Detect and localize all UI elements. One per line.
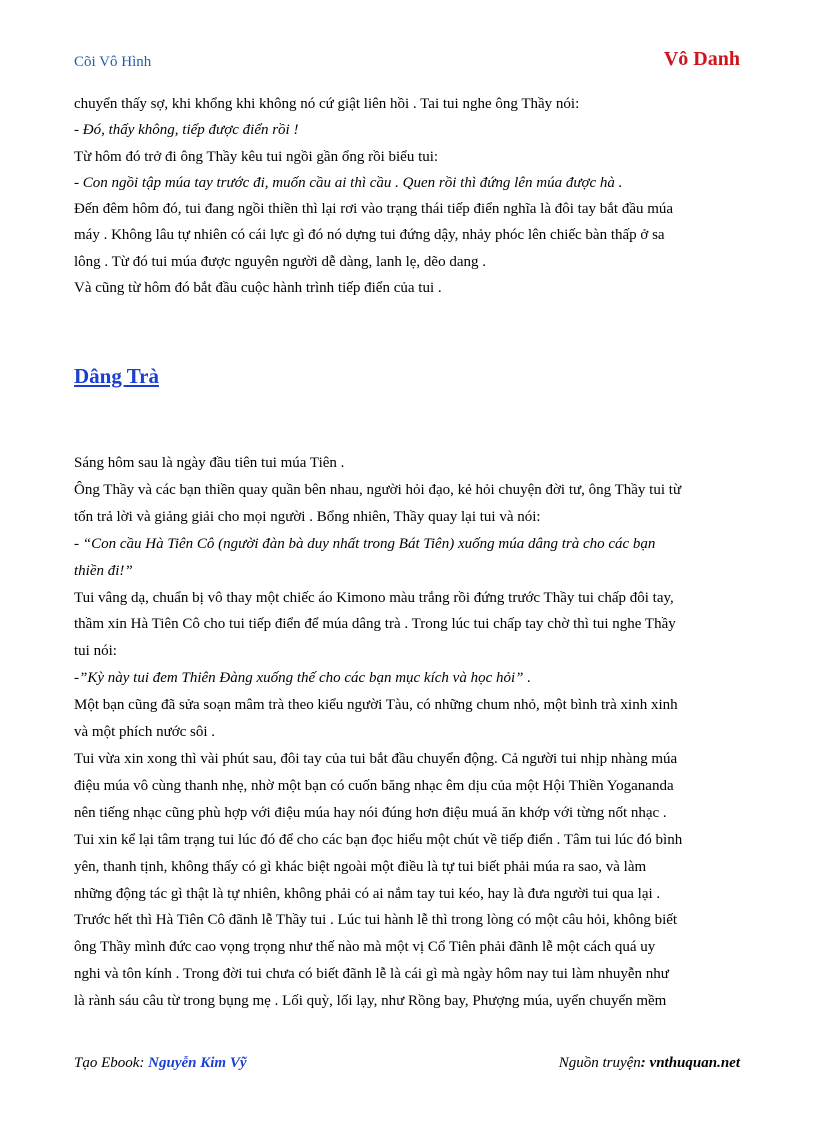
text-line: máy . Không lâu tự nhiên có cái lực gì đó nó dựng tui đứng dậy, nhảy phóc lên chiếc bàn thấp ở sa [74,227,665,244]
text-line: và một phích nước sôi . [74,724,216,741]
text-line: Trước hết thì Hà Tiên Cô đãnh lễ Thầy tui . Lúc tui hành lễ thì trong lòng có một câu hỏi, không biết [74,912,678,929]
text-line: những động tác gì thật là tự nhiên, không phải có ai nắm tay tui kéo, hay là đưa người tui qua lại . [74,885,661,902]
text-line: nên tiếng nhạc cũng phù hợp với điệu múa hay nói đúng hơn điệu muá ăn khớp với từng nốt nhạc . [74,804,667,821]
source-credit: Nguồn truyện: vnthuquan.net [558,1055,740,1071]
source-label: Nguồn truyện [558,1055,641,1071]
text-line: thiền đi!” [74,562,133,579]
text-line: ông Thầy mình đức cao vọng trọng như thế nào mà một vị Cổ Tiên phải đãnh lễ một cách quá uy [74,939,656,956]
text-line: là rành sáu câu từ trong bụng mẹ . Lối quỳ, lối lạy, như Rồng bay, Phượng múa, uyển chuyển mềm [74,993,667,1010]
text-line: - “Con cầu Hà Tiên Cô (người đàn bà duy nhất trong Bát Tiên) xuống múa dâng trà cho các bạn [74,535,656,552]
text-line: Đến đêm hôm đó, tui đang ngồi thiền thì lại rơi vào trạng thái tiếp điển nghĩa là đôi tay bắt đầu múa [74,201,674,218]
text-line: nghi và tôn kính . Trong đời tui chưa có biết đãnh lễ là cái gì mà ngày hôm nay tui làm nhuyễn như [74,966,669,983]
section-title-link[interactable]: Dâng Trà [74,364,159,388]
book-title: Cõi Vô Hình [74,54,152,70]
text-line: Tui vừa xin xong thì vài phút sau, đôi tay của tui bắt đầu chuyển động. Cả người tui nhịp nhàng múa [74,750,678,767]
text-line: yên, thanh tịnh, không thấy có gì khác biệt ngoài một điều là tự tui biết phải múa ra sao, và làm [74,858,647,875]
text-line: chuyển thấy sợ, khi khổng khi không nó cứ giật liên hồi . Tai tui nghe ông Thầy nói: [74,96,580,112]
source-site: vnthuquan.net [649,1055,740,1071]
text-line: Tui xin kể lại tâm trạng tui lúc đó để cho các bạn đọc hiểu một chút về tiếp điển . Tâm tui lúc đó bình [74,831,683,848]
page-header [74,48,740,76]
text-line: thầm xin Hà Tiên Cô cho tui tiếp điển để múa dâng trà . Trong lúc tui chấp tay chờ thì tui nghe Thầy [74,616,676,633]
text-line: -”Kỳ này tui đem Thiên Đàng xuống thế cho các bạn mục kích và học hỏi” . [74,670,531,687]
text-line: lông . Từ đó tui múa được nguyên người dễ dàng, lanh lẹ, dẽo dang . [74,253,486,270]
text-line: tốn trả lời và giảng giải cho mọi người . Bổng nhiên, Thầy quay lại tui và nói: [74,508,541,525]
text-line: - Con ngồi tập múa tay trước đi, muốn cầu ai thì cầu . Quen rồi thì đứng lên múa được hà . [74,174,623,191]
text-line: Tui vâng dạ, chuẩn bị vô thay một chiếc áo Kimono màu trắng rồi đứng trước Thầy tui chấp đôi tay, [74,589,674,606]
text-line: Ông Thầy và các bạn thiền quay quần bên nhau, người hỏi đạo, kẻ hỏi chuyện đời tư, ông Thầy tui từ [74,481,682,498]
ebook-creator: Nguyễn Kim Vỹ [148,1055,247,1071]
page-footer [74,1055,740,1077]
text-line: điệu múa vô cùng thanh nhẹ, nhờ một bạn có cuốn băng nhạc êm dịu của một Hội Thiền Yogananda [74,777,674,794]
text-line: Một bạn cũng đã sửa soạn mâm trà theo kiểu người Tàu, có những chum nhỏ, một bình trà xinh xinh [74,697,678,714]
text-line: tui nói: [74,643,117,660]
text-line: - Đó, thấy không, tiếp được điển rồi ! [74,122,299,139]
author-name: Vô Danh [663,48,740,70]
ebook-credit: Tạo Ebook: Nguyễn Kim Vỹ [74,1055,247,1071]
section-paragraphs [74,450,746,1015]
text-line: Từ hôm đó trở đi ông Thầy kêu tui ngồi gần ổng rồi biểu tui: [74,148,439,165]
text-line: Và cũng từ hôm đó bắt đầu cuộc hành trình tiếp điển của tui . [74,280,442,297]
intro-paragraphs [74,91,744,301]
ebook-label: Tạo Ebook [74,1055,140,1071]
text-line: Sáng hôm sau là ngày đầu tiên tui múa Tiên . [74,455,345,471]
